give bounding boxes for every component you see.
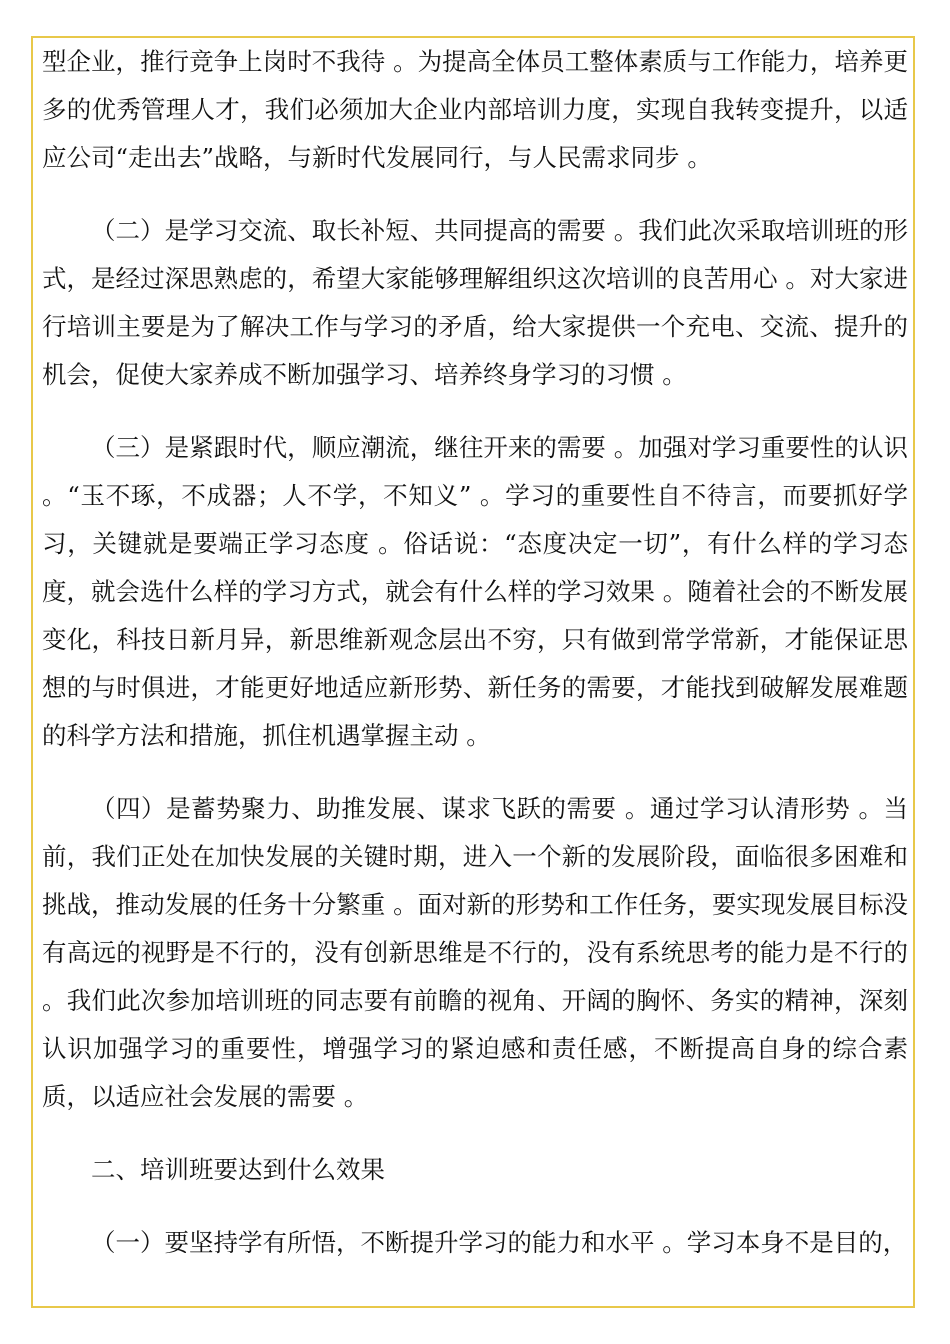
paragraph-spacer <box>42 399 908 424</box>
paragraph-spacer <box>42 1121 908 1146</box>
paragraph-point-two: （二）是学习交流、取长补短、共同提高的需要 。我们此次采取培训班的形式，是经过深思熟虑的，希望大家能够理解组织这次培训的良苦用心 。对大家进行培训主要是为了解决工作与学习的矛盾，给大家提供一个充电、交流、提升的机会，促使大家养成不断加强学习、培养终身学习的习惯 。 <box>42 216 908 389</box>
paragraph-point-three: （三）是紧跟时代，顺应潮流，继往开来的需要 。加强对学习重要性的认识 。“玉不琢，不成器；人不学，不知义” 。学习的重要性自不待言，而要抓好学习，关键就是要端正学习态度 。俗话说：“态度决定一切”，有什么样的学习态度，就会选什么样的学习方式，就会有什么样的学习效果 。随着社会的不断发展变化，科技日新月异，新思维新观念层出不穷，只有做到常学常新，才能保证思想的与时俱进，才能更好地适应新形势、新任务的需要，才能找到破解发展难题的科学方法和措施，抓住机遇掌握主动 。 <box>42 433 908 750</box>
paragraph-spacer <box>42 182 908 207</box>
paragraph-subpoint-one: （一）要坚持学有所悟，不断提升学习的能力和水平 。学习本身不是目的， <box>91 1228 908 1257</box>
section-heading: 二、培训班要达到什么效果 <box>91 1155 385 1184</box>
paragraph-spacer <box>42 760 908 785</box>
paragraph-intro-continuation: 型企业，推行竞争上岗时不我待 。为提高全体员工整体素质与工作能力，培养更多的优秀管理人才，我们必须加大企业内部培训力度，实现自我转变提升，以适应公司“走出去”战略，与新时代发展同行，与人民需求同步 。 <box>42 47 908 172</box>
document-body <box>42 38 908 1267</box>
paragraph-spacer <box>42 1194 908 1219</box>
paragraph-point-four: （四）是蓄势聚力、助推发展、谋求飞跃的需要 。通过学习认清形势 。当前，我们正处在加快发展的关键时期，进入一个新的发展阶段，面临很多困难和挑战，推动发展的任务十分繁重 。面对新的形势和工作任务，要实现发展目标没有高远的视野是不行的，没有创新思维是不行的，没有系统思考的能力是不行的 。我们此次参加培训班的同志要有前瞻的视角、开阔的胸怀、务实的精神，深刻认识加强学习的重要性，增强学习的紧迫感和责任感，不断提高自身的综合素质，以适应社会发展的需要 。 <box>42 794 908 1111</box>
